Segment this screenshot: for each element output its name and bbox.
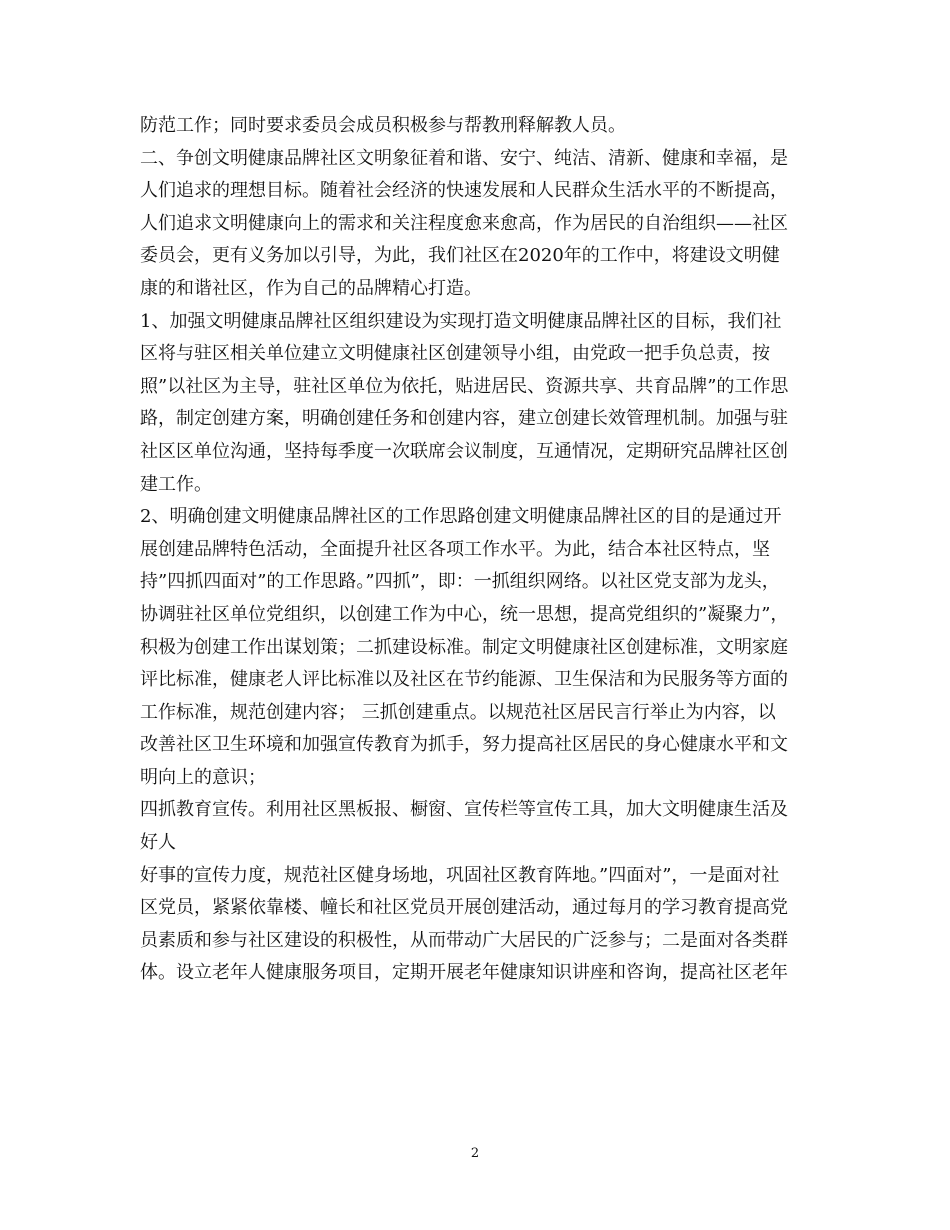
text-line: 体。设立老年人健康服务项目，定期开展老年健康知识讲座和咨询，提高社区老年: [140, 962, 788, 984]
document-body: [140, 110, 820, 990]
text-line: 好事的宣传力度，规范社区健身场地，巩固社区教育阵地。”四面对”，一是面对社: [140, 864, 780, 886]
text-line: 康的和谐社区，作为自己的品牌精心打造。: [140, 277, 482, 299]
text-line: 委员会，更有义务加以引导，为此，我们社区在2020年的工作中，将建设文明健: [140, 245, 780, 267]
text-line: 二、争创文明健康品牌社区文明象征着和谐、安宁、纯洁、清新、健康和幸福，是: [140, 147, 788, 169]
text-line: 人们追求文明健康向上的需求和关注程度愈来愈高，作为居民的自治组织——社区: [140, 212, 788, 234]
text-line: 2、明确创建文明健康品牌社区的工作思路创建文明健康品牌社区的目的是通过开: [140, 506, 782, 528]
text-line: 区将与驻区相关单位建立文明健康社区创建领导小组，由党政一把手负总责，按: [140, 343, 770, 365]
text-line: 持”四抓四面对”的工作思路。”四抓”，即：一抓组织网络。以社区党支部为龙头，: [140, 571, 780, 593]
text-line: 评比标准，健康老人评比标准以及社区在节约能源、卫生保洁和为民服务等方面的: [140, 669, 788, 691]
text-line: 积极为创建工作出谋划策；二抓建设标准。制定文明健康社区创建标准，文明家庭: [140, 636, 788, 658]
text-line: 改善社区卫生环境和加强宣传教育为抓手，努力提高社区居民的身心健康水平和文: [140, 734, 788, 756]
text-line: 协调驻社区单位党组织，以创建工作为中心，统一思想，提高党组织的”凝聚力”，: [140, 603, 789, 625]
text-line: 人们追求的理想目标。随着社会经济的快速发展和人民群众生活水平的不断提高，: [140, 180, 788, 202]
text-line: 员素质和参与社区建设的积极性，从而带动广大居民的广泛参与；二是面对各类群: [140, 929, 788, 951]
text-line: 工作标准，规范创建内容； 三抓创建重点。以规范社区居民言行举止为内容，以: [140, 701, 776, 723]
text-line: 明向上的意识；: [140, 766, 266, 788]
text-line: 区党员，紧紧依靠楼、幢长和社区党员开展创建活动，通过每月的学习教育提高党: [140, 897, 788, 919]
text-line: 1、加强文明健康品牌社区组织建设为实现打造文明健康品牌社区的目标，我们社: [140, 310, 782, 332]
text-line: 展创建品牌特色活动，全面提升社区各项工作水平。为此，结合本社区特点，坚: [140, 538, 770, 560]
text-line: 四抓教育宣传。利用社区黑板报、橱窗、宣传栏等宣传工具，加大文明健康生活及: [140, 799, 788, 821]
text-line: 防范工作；同时要求委员会成员积极参与帮教刑释解教人员。: [140, 115, 626, 136]
text-line: 照”以社区为主导，驻社区单位为依托，贴进居民、资源共享、共育品牌”的工作思: [140, 375, 789, 397]
text-line: 路，制定创建方案，明确创建任务和创建内容，建立创建长效管理机制。加强与驻: [140, 408, 788, 430]
text-line: 好人: [140, 832, 176, 854]
text-line: 建工作。: [140, 473, 212, 495]
text-line: 社区区单位沟通，坚持每季度一次联席会议制度，互通情况，定期研究品牌社区创: [140, 440, 788, 462]
page-number: 2: [470, 1146, 480, 1161]
